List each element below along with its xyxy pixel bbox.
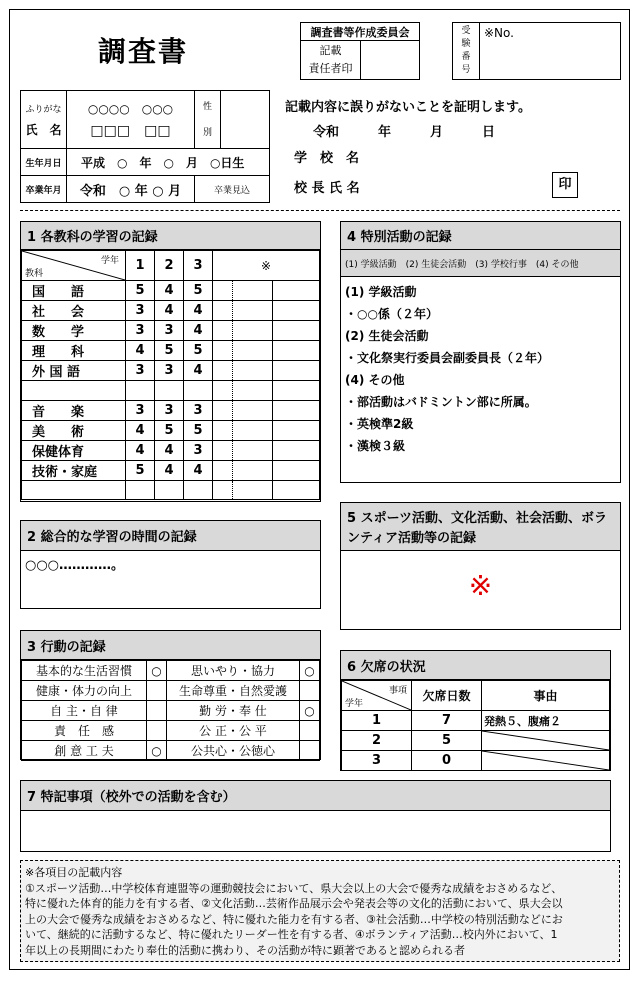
note-cell: [213, 400, 233, 420]
note-header: ※: [213, 251, 320, 281]
absence-header-cell: 事項 学年: [342, 681, 412, 711]
note-cell: [233, 440, 273, 460]
note-cell: [273, 301, 320, 321]
note-cell: [213, 301, 233, 321]
behavior-item: 創 意 工 夫: [22, 741, 147, 761]
certify-text: 記載内容に誤りがないことを証明します。: [285, 100, 531, 115]
subject-row: [22, 361, 320, 381]
behavior-item: 公共心・公徳心: [167, 741, 300, 761]
subject-row: [22, 480, 320, 500]
notes-line: 特に優れた体育的能力を有する者、②文化活動…芸術作品展示会や発表会等の文化的活動において、県大会以: [25, 897, 563, 911]
section2-title: 2 総合的な学習の時間の記録: [21, 521, 320, 551]
subject-grade-value: 4: [184, 460, 213, 480]
subject-grade-value: 3: [155, 400, 184, 420]
name-value-cell: [67, 91, 195, 149]
special-activity-line: ・部活動はバドミントン部に所属。: [345, 395, 537, 409]
behavior-row: [22, 701, 320, 721]
note-cell: [273, 440, 320, 460]
subject-row: [22, 341, 320, 361]
absence-row: [342, 731, 610, 751]
section-subject-records: [20, 221, 321, 502]
certify-date: 令和 年 月 日: [313, 125, 496, 140]
behavior-mark: ○: [147, 741, 167, 761]
note-cell: [213, 361, 233, 381]
behavior-item: 自 主・自 律: [22, 701, 147, 721]
subject-grade-value: 4: [126, 341, 155, 361]
behavior-item: 公 正・公 平: [167, 721, 300, 741]
note-cell: [213, 381, 233, 401]
subject-name: 社 会: [22, 301, 126, 321]
note-cell: [213, 460, 233, 480]
subject-grade-value: 5: [126, 460, 155, 480]
section4-categories: (1) 学級活動 (2) 生徒会活動 (3) 学校行事 (4) その他: [341, 250, 620, 277]
exam-number-value: ※No.: [480, 23, 621, 80]
subject-name: 国 語: [22, 281, 126, 301]
behavior-mark: [147, 701, 167, 721]
separator-line: [20, 210, 620, 211]
furigana-value: ○○○○ ○○○: [87, 101, 174, 116]
subject-row: [22, 460, 320, 480]
section3-title: 3 行動の記録: [21, 631, 320, 660]
note-cell: [213, 341, 233, 361]
committee-header: 調査書等作成委員会: [301, 23, 420, 41]
special-activity-line: ・漢検３級: [345, 439, 406, 453]
committee-seal-cell: [361, 41, 420, 80]
subject-name: [22, 381, 126, 401]
grade-header-2: 2: [155, 251, 184, 281]
behavior-row: [22, 661, 320, 681]
subject-grade-value: [126, 480, 155, 500]
grad-value: 令和 ○ 年 ○ 月: [67, 176, 195, 203]
behavior-item: 生命尊重・自然愛護: [167, 681, 300, 701]
special-activity-line: (4) その他: [345, 373, 405, 387]
subject-grade-value: [184, 381, 213, 401]
note-cell: [273, 361, 320, 381]
absence-year: 3: [342, 751, 412, 771]
subject-name: 外 国 語: [22, 361, 126, 381]
note-cell: [273, 341, 320, 361]
note-cell: [273, 480, 320, 500]
absence-days: 7: [412, 711, 482, 731]
absence-row: [342, 751, 610, 771]
subject-header-cell: 学年 教科: [22, 251, 126, 281]
behavior-mark: [300, 681, 320, 701]
absence-reason: [482, 731, 610, 751]
note-cell: [273, 281, 320, 301]
subject-name: [22, 480, 126, 500]
notes-box: [20, 860, 620, 962]
note-cell: [213, 420, 233, 440]
subject-grade-value: 3: [155, 321, 184, 341]
note-cell: [233, 361, 273, 381]
subject-name: 美 術: [22, 420, 126, 440]
absence-days: 0: [412, 751, 482, 771]
grad-label: 卒業年月: [21, 176, 67, 203]
special-activity-list: [341, 277, 620, 461]
behavior-mark: [300, 721, 320, 741]
note-cell: [233, 301, 273, 321]
birth-value: 平成 ○ 年 ○ 月 ○日生: [67, 149, 270, 176]
note-cell: [273, 321, 320, 341]
name-label-cell: ふりがな 氏 名: [21, 91, 67, 149]
section5-mark: ※: [468, 569, 493, 602]
note-cell: [233, 341, 273, 361]
subject-row: [22, 440, 320, 460]
subject-grade-value: 4: [155, 440, 184, 460]
absence-days: 5: [412, 731, 482, 751]
subject-name: 理 科: [22, 341, 126, 361]
note-cell: [213, 480, 233, 500]
behavior-item: 健康・体力の向上: [22, 681, 147, 701]
behavior-mark: ○: [300, 701, 320, 721]
grade-header-3: 3: [184, 251, 213, 281]
note-cell: [213, 281, 233, 301]
subject-grade-value: 3: [126, 321, 155, 341]
subject-row: [22, 281, 320, 301]
behavior-item: 基本的な生活習慣: [22, 661, 147, 681]
subject-name: 音 楽: [22, 400, 126, 420]
subject-grade-value: 3: [126, 361, 155, 381]
subject-grade-value: [155, 381, 184, 401]
behavior-item: 勤 労・奉 仕: [167, 701, 300, 721]
subject-grade-value: [184, 480, 213, 500]
subject-name: 技術・家庭: [22, 460, 126, 480]
subject-grade-table: [21, 250, 320, 500]
sex-label: 性 別: [195, 91, 221, 149]
behavior-mark: [147, 681, 167, 701]
absence-year: 1: [342, 711, 412, 731]
subject-row: [22, 381, 320, 401]
subject-grade-value: 4: [184, 301, 213, 321]
subject-grade-value: [155, 480, 184, 500]
subject-row: [22, 301, 320, 321]
notes-title: ※各項目の記載内容: [25, 866, 123, 879]
behavior-mark: ○: [147, 661, 167, 681]
seal-box: 印: [552, 172, 578, 198]
note-cell: [233, 281, 273, 301]
section-integrated-study: [20, 520, 321, 609]
note-cell: [273, 420, 320, 440]
note-cell: [273, 460, 320, 480]
subject-grade-value: 5: [184, 420, 213, 440]
principal-name-label: 校 長 氏 名: [294, 181, 360, 196]
absence-row: [342, 711, 610, 731]
note-cell: [273, 381, 320, 401]
section-special-notes: [20, 780, 611, 852]
absence-year: 2: [342, 731, 412, 751]
student-info-table: [20, 90, 270, 203]
subject-grade-value: 4: [184, 321, 213, 341]
subject-grade-value: 3: [155, 361, 184, 381]
behavior-mark: [147, 721, 167, 741]
subject-name: 保健体育: [22, 440, 126, 460]
exam-number-label: 受 験 番 号: [453, 23, 480, 80]
subject-row: [22, 400, 320, 420]
behavior-mark: ○: [300, 661, 320, 681]
absence-reason-header: 事由: [482, 681, 610, 711]
subject-grade-value: 4: [184, 361, 213, 381]
subject-grade-value: 4: [155, 301, 184, 321]
subject-grade-value: 3: [184, 400, 213, 420]
note-cell: [233, 321, 273, 341]
note-cell: [233, 381, 273, 401]
notes-line: いて、継続的に活動するなど、特に優れたリーダー性を有する者、④ボランティア活動…校内外において、1: [25, 928, 558, 942]
subject-grade-value: 4: [155, 281, 184, 301]
subject-grade-value: 5: [184, 341, 213, 361]
subject-grade-value: [126, 381, 155, 401]
name-value: □□□ □□: [90, 122, 171, 139]
subject-grade-value: 5: [155, 420, 184, 440]
notes-line: 上の大会で優秀な成績をおさめるなど、特に優れた能力を有する者、③社会活動…中学校の特別活動などにお: [25, 912, 563, 926]
committee-label: 記載 責任者印: [301, 41, 361, 80]
notes-line: ①スポーツ活動…中学校体育連盟等の運動競技会において、県大会以上の大会で優秀な成績をおさめるなど、: [25, 881, 563, 895]
special-activity-line: ・○○係（２年）: [345, 307, 438, 321]
section-special-activities: [340, 221, 621, 483]
behavior-row: [22, 681, 320, 701]
subject-grade-value: 4: [155, 460, 184, 480]
subject-grade-value: 3: [184, 440, 213, 460]
subject-grade-value: 4: [126, 420, 155, 440]
subject-grade-value: 5: [126, 281, 155, 301]
note-cell: [233, 480, 273, 500]
special-activity-line: (2) 生徒会活動: [345, 329, 429, 343]
subject-grade-value: 3: [126, 400, 155, 420]
special-activity-line: (1) 学級活動: [345, 285, 417, 299]
sex-value: [221, 91, 270, 149]
note-cell: [233, 420, 273, 440]
absence-reason: [482, 751, 610, 771]
note-cell: [273, 400, 320, 420]
notes-lines: [25, 881, 615, 959]
absence-reason: 発熱５、腹痛２: [482, 711, 610, 731]
absence-days-header: 欠席日数: [412, 681, 482, 711]
behavior-item: 思いやり・協力: [167, 661, 300, 681]
section-behavior-records: [20, 630, 321, 760]
note-cell: [213, 440, 233, 460]
subject-grade-value: 5: [155, 341, 184, 361]
grad-status: 卒業見込: [195, 176, 270, 203]
notes-line: 年以上の長期間にわたり奉仕的活動に携わり、その活動が特に顕著であると認められる者: [25, 943, 465, 957]
document-title: 調査書: [98, 35, 189, 68]
section-absence: [340, 650, 611, 771]
subject-name: 数 学: [22, 321, 126, 341]
committee-box: [300, 22, 420, 80]
section4-title: 4 特別活動の記録: [341, 222, 620, 250]
section6-title: 6 欠席の状況: [341, 651, 610, 680]
subject-row: [22, 321, 320, 341]
subject-grade-value: 4: [126, 440, 155, 460]
behavior-row: [22, 721, 320, 741]
special-activity-line: ・文化祭実行委員会副委員長（２年）: [345, 351, 550, 365]
behavior-table: [21, 660, 320, 761]
subject-grade-value: 5: [184, 281, 213, 301]
subject-grade-value: 3: [126, 301, 155, 321]
behavior-item: 責 任 感: [22, 721, 147, 741]
birth-label: 生年月日: [21, 149, 67, 176]
note-cell: [233, 400, 273, 420]
exam-number-box: [452, 22, 621, 80]
section5-title: 5 スポーツ活動、文化活動、社会活動、ボラ ンティア活動等の記録: [341, 503, 620, 551]
special-activity-line: ・英検準2級: [345, 417, 414, 431]
absence-table: [341, 680, 610, 771]
integrated-study-text: ○○○…………。: [25, 558, 125, 573]
section1-title: 1 各教科の学習の記録: [21, 222, 320, 250]
note-cell: [213, 321, 233, 341]
subject-row: [22, 420, 320, 440]
behavior-row: [22, 741, 320, 761]
grade-header-1: 1: [126, 251, 155, 281]
school-name-label: 学 校 名: [294, 151, 360, 166]
section-sports-culture: [340, 502, 621, 630]
note-cell: [233, 460, 273, 480]
section7-title: 7 特記事項（校外での活動を含む）: [21, 781, 610, 811]
behavior-mark: [300, 741, 320, 761]
